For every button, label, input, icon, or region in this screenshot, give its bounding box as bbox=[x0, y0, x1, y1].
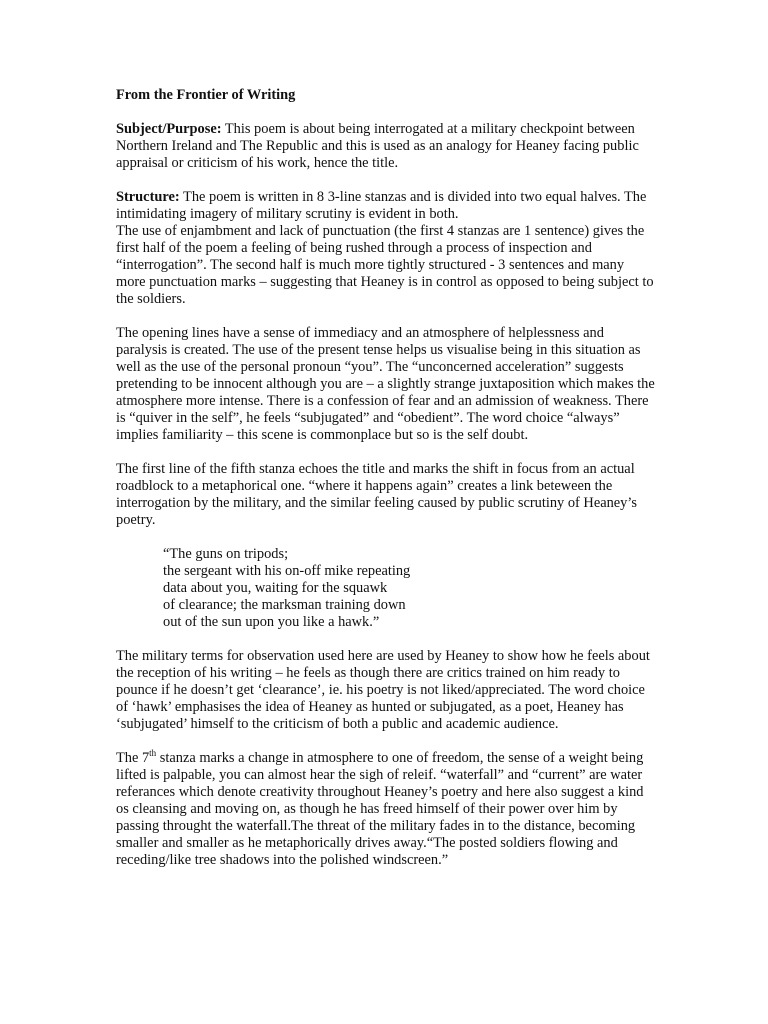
ordinal-superscript: th bbox=[149, 748, 157, 759]
fifth-stanza-paragraph: The first line of the fifth stanza echoes the title and marks the shift in focus from an actual roadblock to a metaphorical one. “where it happens again” creates a link beteween the interrogation by the military, and the similar feeling caused by public scrutiny of Heaney’s poetry. bbox=[116, 461, 637, 528]
subject-paragraph bbox=[116, 121, 656, 172]
seventh-stanza-paragraph bbox=[116, 750, 656, 869]
seventh-stanza-text: stanza marks a change in atmosphere to one of freedom, the sense of a weight being lifted is palpable, you can almost hear the sigh of releif. “waterfall” and “current” are water referances which denote creativity throughout Heaney’s poetry and here also suggest a kind os cleansing and moving on, as though he has freed himself of their power over him by passing throught the waterfall.The threat of the military fades in to the distance, becoming smaller and smaller as he metaphorically drives away.“The posted soldiers flowing and receding/like tree shadows into the polished windscreen.” bbox=[116, 750, 644, 868]
document-page bbox=[116, 87, 656, 886]
opening-paragraph: The opening lines have a sense of immediacy and an atmosphere of helplessness and paralysis is created. The use of the present tense helps us visualise being in this situation as well as the use of the personal pronoun “you”. The “unconcerned acceleration” suggests pretending to be innocent although you are – a slightly strange juxtaposition which makes the atmosphere more intense. There is a confession of fear and an admission of weakness. There is “quiver in the self”, he feels “subjugated” and “obedient”. The word choice “always” implies familiarity – this scene is commonplace but so is the self doubt. bbox=[116, 325, 655, 443]
military-terms-paragraph: The military terms for observation used here are used by Heaney to show how he feels about the reception of his writing – he feels as though there are critics trained on him ready to pounce if he doesn’t get ‘clearance’, ie. his poetry is not liked/appreciated. The word choice of ‘hawk’ emphasises the idea of Heaney as hunted or subjugated, as a poet, Heaney has ‘subjugated’ himself to the criticism of both a public and academic audience. bbox=[116, 648, 650, 732]
quote-line: out of the sun upon you like a hawk.” bbox=[163, 614, 380, 630]
structure-text: The poem is written in 8 3-line stanzas and is divided into two equal halves. The intimidating imagery of military scrutiny is evident in both. bbox=[116, 189, 647, 222]
structure-text-continued: The use of enjambment and lack of punctuation (the first 4 stanzas are 1 sentence) gives the first half of the poem a feeling of being rushed through a process of inspection and “interrogation”. The second half is much more tightly structured - 3 sentences and many more punctuation marks – suggesting that Heaney is in control as opposed to being subject to the soldiers. bbox=[116, 223, 654, 307]
seventh-stanza-start: The 7 bbox=[116, 750, 150, 766]
quote-line: data about you, waiting for the squawk bbox=[163, 580, 388, 596]
document-title: From the Frontier of Writing bbox=[116, 87, 296, 103]
structure-label: Structure: bbox=[116, 189, 180, 205]
quote-line: the sergeant with his on-off mike repeating bbox=[163, 563, 411, 579]
quote-line: “The guns on tripods; bbox=[163, 546, 289, 562]
structure-paragraph bbox=[116, 189, 656, 308]
subject-text: This poem is about being interrogated at a military checkpoint between Northern Ireland and The Republic and this is used as an analogy for Heaney facing public appraisal or criticism of his work, hence the title. bbox=[116, 121, 639, 171]
quote-line: of clearance; the marksman training down bbox=[163, 597, 406, 613]
poem-quote bbox=[163, 546, 656, 631]
subject-label: Subject/Purpose: bbox=[116, 121, 222, 137]
